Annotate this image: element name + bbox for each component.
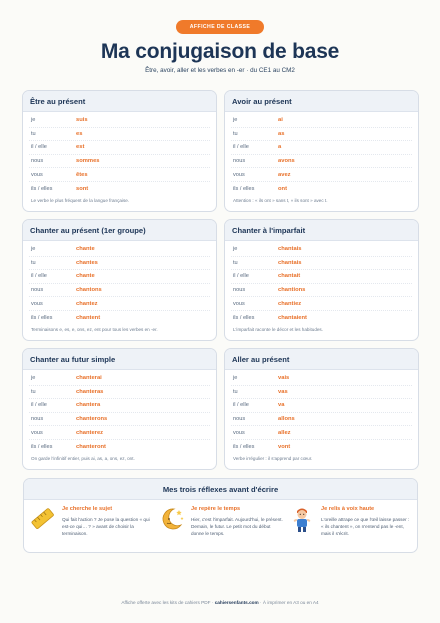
conjugation-row [29,386,210,400]
footer-site-link[interactable]: cahiersenfants.com [214,600,259,605]
conjugation-row [231,284,412,298]
tip-sujet [30,505,154,551]
verb-form: est [76,144,85,151]
pronoun: je [233,117,238,124]
verb-form: ai [278,117,283,124]
footer-credit [0,600,440,605]
verb-form: sommes [76,158,100,165]
pronoun: je [31,375,36,382]
card-chanter-imparfait [224,219,419,341]
pronoun: tu [233,259,238,266]
conjugation-row [231,168,412,182]
pronoun: vous [233,171,245,178]
tip-title: Je cherche le sujet [62,506,113,512]
conjugation-row [231,440,412,454]
verb-form: chante [76,246,95,253]
pronoun: tu [31,130,36,137]
conjugation-row [29,372,210,386]
conjugation-row [231,386,412,400]
pronoun: je [31,246,36,253]
card-note: Attention : « ils ont » sans t, « ils sont » avec t. [233,198,328,203]
card-title: Avoir au présent [225,91,418,112]
conjugation-row [231,311,412,325]
conjugation-row [231,114,412,128]
verb-form: chantais [278,246,302,253]
tip-text: Hier, c'est l'imparfait. Aujourd'hui, le présent. Demain, le futur. Le petit mot du début donne le temps. [191,517,283,536]
verb-form: chantes [76,259,98,266]
pronoun: il / elle [31,144,47,151]
verb-form: vas [278,388,288,395]
footer-suffix: · À imprimer en A3 ou en A4 [258,600,319,605]
conjugation-row [29,440,210,454]
verb-form: chante [76,273,95,280]
verb-form: vais [278,375,290,382]
verb-form: suis [76,117,88,124]
verb-form: vont [278,443,291,450]
pronoun: ils / elles [31,185,53,192]
footer-prefix: Affiche offerte avec les kits de cahiers PDF · [121,600,215,605]
conjugation-row [231,243,412,257]
page-title: Ma conjugaison de base [100,40,340,63]
pronoun: vous [31,429,43,436]
conjugation-row [29,413,210,427]
pronoun: ils / elles [31,443,53,450]
pronoun: tu [31,259,36,266]
conjugation-row [29,128,210,142]
conjugation-row [231,372,412,386]
verb-form: a [278,144,282,151]
ruler-icon [30,505,56,533]
verb-form: chanteront [76,443,106,450]
verb-form: chanterons [76,416,108,423]
pronoun: ils / elles [233,443,255,450]
verb-form: chantent [76,314,101,321]
pronoun: tu [233,388,238,395]
tip-relire [289,505,413,551]
verb-form: avez [278,171,291,178]
pronoun: nous [233,158,246,165]
card-title: Chanter au présent (1er groupe) [23,220,216,241]
card-title: Chanter au futur simple [23,349,216,370]
conjugation-row [231,270,412,284]
pronoun: ils / elles [233,185,255,192]
pronoun: vous [31,300,43,307]
conjugation-row [231,155,412,169]
card-avoir-present [224,90,419,212]
verb-form: chanteras [76,388,104,395]
conjugation-row [231,182,412,196]
verb-form: va [278,402,285,409]
conjugation-row [231,128,412,142]
page-subtitle: Être, avoir, aller et les verbes en -er · du CE1 au CM2 [145,67,295,74]
card-aller-present [224,348,419,470]
child-icon [289,505,315,533]
pronoun: vous [31,171,43,178]
pronoun: je [233,246,238,253]
verb-form: allez [278,429,291,436]
tip-title: Je relis à voix haute [321,506,375,512]
card-note: On garde l'infinitif entier, puis ai, as, a, ons, ez, ont. [31,456,135,461]
conjugation-row [29,399,210,413]
verb-form: chantera [76,402,101,409]
card-title: Chanter à l'imparfait [225,220,418,241]
card-note: Verbe irrégulier : il s'apprend par cœur. [233,456,313,461]
conjugation-row [29,426,210,440]
poster-badge: AFFICHE DE CLASSE [176,20,264,34]
conjugation-row [29,311,210,325]
card-note: L'imparfait raconte le décor et les habitudes. [233,327,323,332]
conjugation-row [231,257,412,271]
tip-title: Je repère le temps [191,506,241,512]
verb-form: ont [278,185,288,192]
verb-form: chanterai [76,375,102,382]
pronoun: il / elle [233,144,249,151]
conjugation-row [29,257,210,271]
moon-stars-icon [159,505,185,533]
pronoun: je [31,117,36,124]
pronoun: nous [233,287,246,294]
conjugation-row [231,141,412,155]
pronoun: ils / elles [233,314,255,321]
pronoun: nous [31,416,44,423]
verb-form: êtes [76,171,88,178]
card-chanter-futur [22,348,217,470]
conjugation-row [29,182,210,196]
pronoun: il / elle [31,402,47,409]
pronoun: il / elle [233,273,249,280]
conjugation-row [29,155,210,169]
card-note: Le verbe le plus fréquent de la langue française. [31,198,130,203]
conjugation-row [29,168,210,182]
pronoun: tu [31,388,36,395]
tip-temps [159,505,283,551]
conjugation-row [29,297,210,311]
pronoun: ils / elles [31,314,53,321]
verb-form: avons [278,158,295,165]
pronoun: nous [233,416,246,423]
verb-form: chantait [278,273,301,280]
verb-form: chantiez [278,300,302,307]
conjugation-row [29,270,210,284]
pronoun: je [233,375,238,382]
conjugation-row [29,141,210,155]
verb-form: as [278,130,285,137]
card-title: Être au présent [23,91,216,112]
pronoun: il / elle [233,402,249,409]
conjugation-row [231,297,412,311]
verb-form: chantaient [278,314,307,321]
pronoun: vous [233,300,245,307]
conjugation-row [29,114,210,128]
reflexes-panel [23,478,418,553]
conjugation-row [29,284,210,298]
pronoun: vous [233,429,245,436]
verb-form: sont [76,185,89,192]
verb-form: allons [278,416,295,423]
conjugation-row [231,399,412,413]
pronoun: nous [31,287,44,294]
card-title: Aller au présent [225,349,418,370]
verb-form: chantions [278,287,306,294]
pronoun: il / elle [31,273,47,280]
card-note: Terminaisons e, es, e, ons, ez, ent pour tous les verbes en -er. [31,327,158,332]
pronoun: tu [233,130,238,137]
verb-form: chantais [278,259,302,266]
tip-text: L'oreille attrape ce que l'œil laisse passer : « ils chantent », on n'entend pas le -ent, mais il s'écrit. [321,517,410,536]
card-chanter-present [22,219,217,341]
conjugation-row [29,243,210,257]
reflexes-title: Mes trois réflexes avant d'écrire [24,479,417,500]
pronoun: nous [31,158,44,165]
card-etre-present [22,90,217,212]
verb-form: chantez [76,300,98,307]
verb-form: es [76,130,83,137]
conjugation-row [231,413,412,427]
tip-text: Qui fait l'action ? Je pose la question « qui est-ce qui… ? » avant de choisir la terminaison. [62,517,150,536]
conjugation-row [231,426,412,440]
verb-form: chantons [76,287,102,294]
verb-form: chanterez [76,429,104,436]
